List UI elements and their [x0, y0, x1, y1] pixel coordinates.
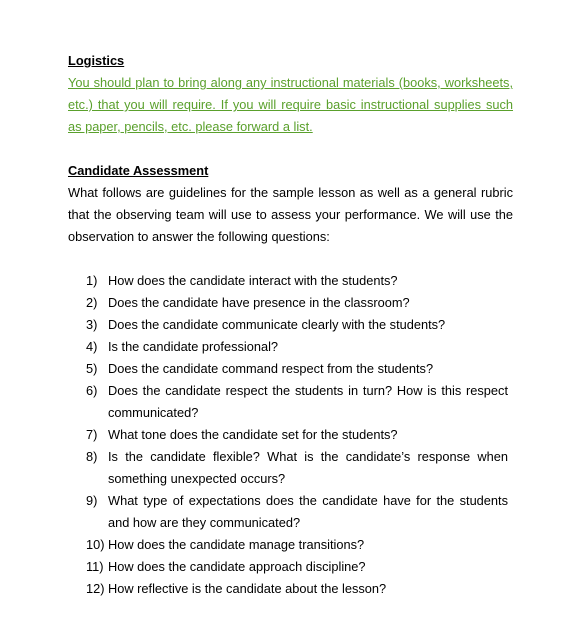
question-item	[66, 314, 508, 336]
question-text: How does the candidate interact with the students?	[108, 273, 398, 288]
question-number: 10)	[86, 537, 105, 552]
question-number: 12)	[86, 581, 105, 596]
question-text: Does the candidate communicate clearly with the students?	[108, 317, 446, 332]
question-item	[66, 292, 508, 314]
question-number: 7)	[86, 427, 98, 442]
question-text: How does the candidate approach discipline?	[108, 559, 366, 574]
question-number: 3)	[86, 317, 98, 332]
question-item	[66, 534, 508, 556]
question-item	[66, 358, 508, 380]
question-number: 5)	[86, 361, 98, 376]
question-item	[66, 336, 508, 358]
question-item	[66, 424, 508, 446]
question-number: 6)	[86, 383, 98, 398]
section-spacer	[68, 138, 513, 160]
question-text: Does the candidate have presence in the classroom?	[108, 295, 410, 310]
question-item	[66, 380, 508, 424]
question-item	[66, 490, 508, 534]
question-item	[66, 270, 508, 292]
question-number: 11)	[86, 559, 104, 574]
question-number: 8)	[86, 449, 98, 464]
question-number: 4)	[86, 339, 98, 354]
question-text: Does the candidate respect the students in turn? How is this respect communicated?	[108, 383, 508, 420]
question-text: Is the candidate professional?	[108, 339, 279, 354]
question-item	[66, 578, 508, 600]
candidate-assessment-heading: Candidate Assessment	[68, 163, 209, 178]
question-number: 2)	[86, 295, 98, 310]
question-text: Is the candidate flexible? What is the candidate’s response when something unexpected occurs?	[108, 449, 508, 486]
question-item	[66, 556, 508, 578]
assessment-intro: What follows are guidelines for the sample lesson as well as a general rubric that the observing team will use to assess your performance. We will use the observation to answer the following questions:	[68, 185, 513, 244]
question-item	[66, 446, 508, 490]
question-number: 9)	[86, 493, 98, 508]
question-text: How does the candidate manage transitions?	[108, 537, 365, 552]
question-text: How reflective is the candidate about the lesson?	[108, 581, 387, 596]
logistics-link-text[interactable]: You should plan to bring along any instructional materials (books, worksheets, etc.) that you will require. If you will require basic instructional supplies such as paper, pencils, etc. please forward a list.	[68, 75, 513, 134]
question-number: 1)	[86, 273, 98, 288]
question-text: What tone does the candidate set for the students?	[108, 427, 398, 442]
question-text: What type of expectations does the candidate have for the students and how are they communicated?	[108, 493, 508, 530]
document-content	[68, 50, 513, 600]
question-text: Does the candidate command respect from the students?	[108, 361, 434, 376]
logistics-heading: Logistics	[68, 53, 125, 68]
question-list	[68, 270, 513, 600]
